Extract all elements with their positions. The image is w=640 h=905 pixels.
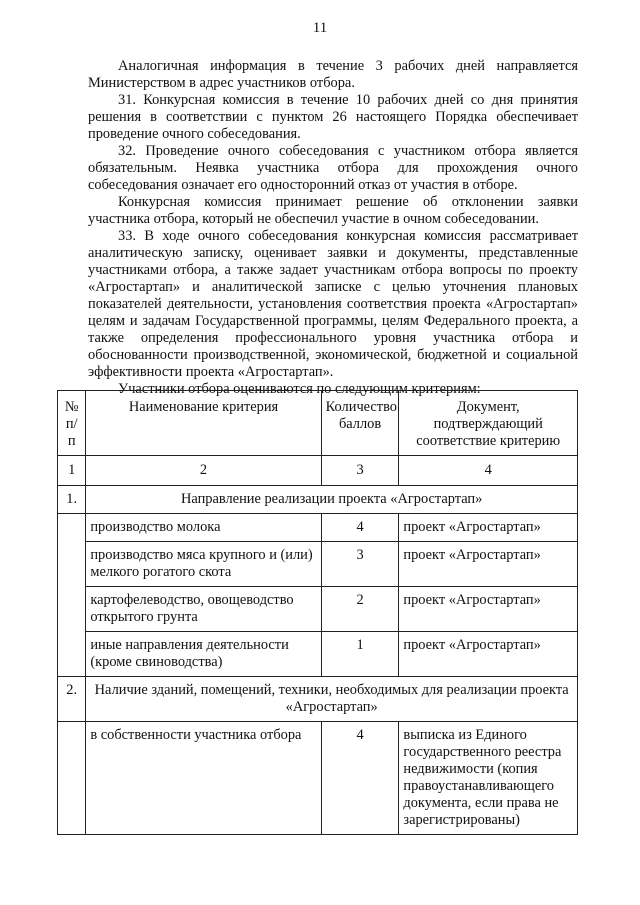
paragraph: 31. Конкурсная комиссия в течение 10 рабочих дней со дня принятия решения в соответствии с пунктом 26 настоящего Порядка обеспечивает проведение очного собеседования. — [88, 92, 578, 142]
section-num: 1. — [58, 486, 86, 514]
paragraph: 32. Проведение очного собеседования с участником отбора является обязательным. Неявка участника отбора для прохождения очного собеседования означает его односторонний отказ от участия в отборе. — [88, 143, 578, 193]
table-row — [58, 514, 578, 542]
header-name: Наименование критерия — [86, 391, 321, 456]
empty-cell — [58, 514, 86, 677]
criterion-points: 4 — [321, 514, 399, 542]
header-points: Количество баллов — [321, 391, 399, 456]
criterion-name: производство молока — [86, 514, 321, 542]
criterion-points: 1 — [321, 632, 399, 677]
col-number: 3 — [321, 456, 399, 486]
table-header-row — [58, 391, 578, 456]
table-row — [58, 542, 578, 587]
section-row — [58, 677, 578, 722]
criterion-points: 4 — [321, 722, 399, 835]
header-doc: Документ, подтверждающий соответствие критерию — [399, 391, 578, 456]
criterion-doc: проект «Агростартап» — [399, 542, 578, 587]
empty-cell — [58, 722, 86, 835]
paragraph: Конкурсная комиссия принимает решение об отклонении заявки участника отбора, который не обеспечил участие в очном собеседовании. — [88, 194, 578, 227]
criterion-name: иные направления деятельности (кроме свиноводства) — [86, 632, 321, 677]
section-num: 2. — [58, 677, 86, 722]
column-number-row — [58, 456, 578, 486]
col-number: 1 — [58, 456, 86, 486]
header-num: № п/п — [58, 391, 86, 456]
criteria-table — [57, 390, 578, 835]
section-title: Направление реализации проекта «Агростартап» — [86, 486, 578, 514]
table-row — [58, 587, 578, 632]
body-text — [88, 58, 578, 398]
criterion-doc: выписка из Единого государственного реестра недвижимости (копия правоустанавливающего документа, если права не зарегистрированы) — [399, 722, 578, 835]
page-number: 11 — [312, 20, 328, 36]
criterion-doc: проект «Агростартап» — [399, 514, 578, 542]
col-number: 4 — [399, 456, 578, 486]
paragraph: Участники отбора оцениваются по следующим критериям: — [118, 381, 481, 397]
section-row — [58, 486, 578, 514]
criterion-doc: проект «Агростартап» — [399, 587, 578, 632]
criterion-name: производство мяса крупного и (или) мелкого рогатого скота — [86, 542, 321, 587]
criterion-doc: проект «Агростартап» — [399, 632, 578, 677]
paragraph: 33. В ходе очного собеседования конкурсная комиссия рассматривает аналитическую записку, оценивает заявки и документы, представленные участниками отбора, а также задает участникам отбора вопросы по проекту «Агростартап» и аналитической записке с целью уточнения плановых показателей деятельности, установления соответствия проекта «Агростартап» целям и задачам Государственной программы, целям Федерального проекта, а также определения профессионального уровня участника отбора и обоснованности производственной, экономической, бюджетной и социальной эффективности проекта «Агростартап». — [88, 228, 578, 380]
paragraph: Аналогичная информация в течение 3 рабочих дней направляется Министерством в адрес участников отбора. — [88, 58, 578, 91]
table-row — [58, 632, 578, 677]
criterion-points: 3 — [321, 542, 399, 587]
table-row — [58, 722, 578, 835]
section-title: Наличие зданий, помещений, техники, необходимых для реализации проекта «Агростартап» — [86, 677, 578, 722]
criterion-points: 2 — [321, 587, 399, 632]
criterion-name: картофелеводство, овощеводство открытого грунта — [86, 587, 321, 632]
criterion-name: в собственности участника отбора — [86, 722, 321, 835]
col-number: 2 — [86, 456, 321, 486]
